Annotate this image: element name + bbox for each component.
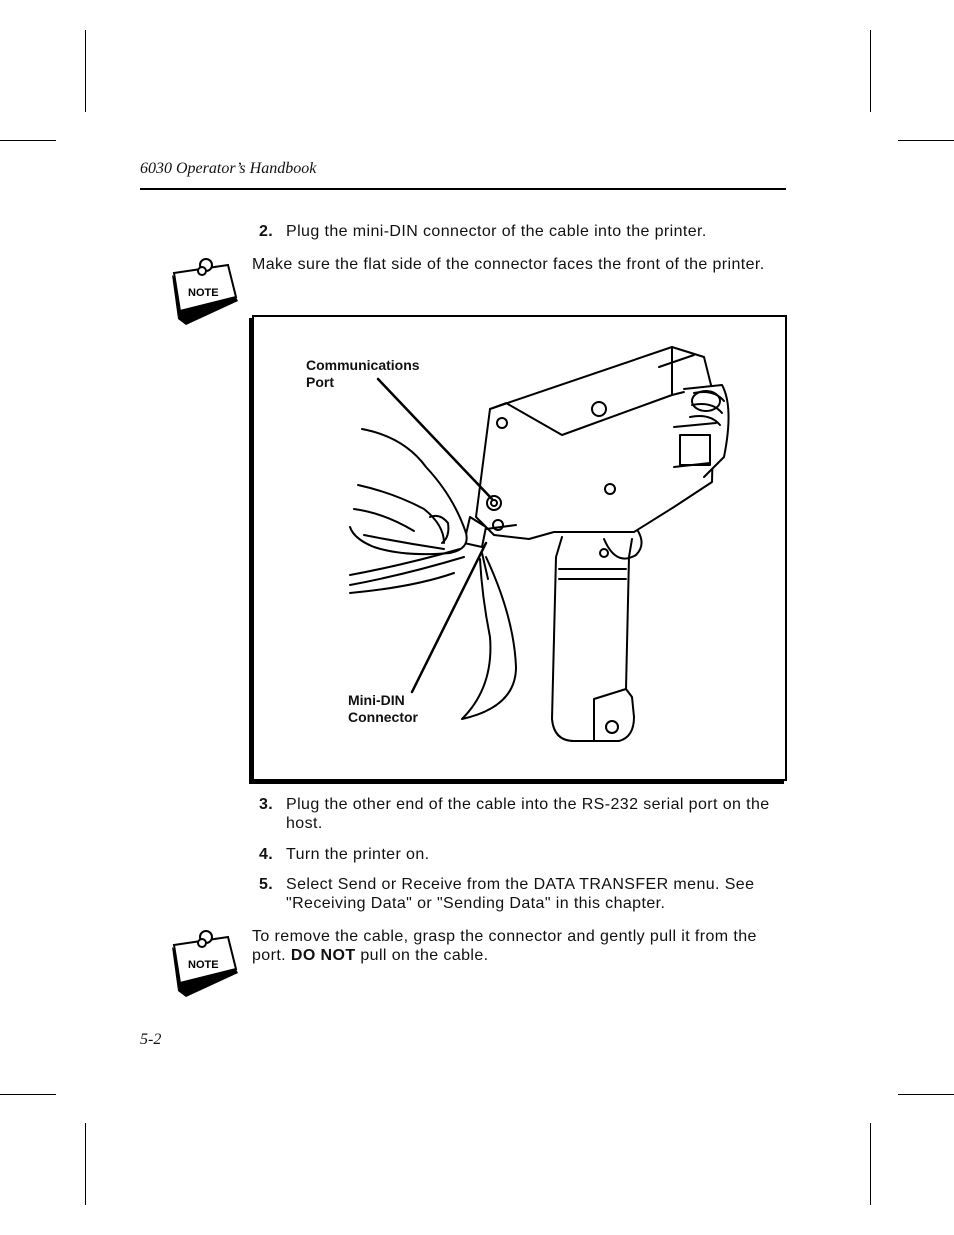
step-text: Plug the other end of the cable into the RS-232 serial port on the host. [286,796,770,832]
crop-mark [85,30,86,112]
note-pushpin-icon [168,927,240,999]
step-number: 2. [259,223,274,240]
callout-communications-port: Communications Port [306,357,420,390]
crop-mark [898,1094,954,1095]
step-number: 3. [259,796,274,813]
step-number: 5. [259,876,274,893]
page-number: 5-2 [140,1031,162,1048]
note-body-end: pull on the cable. [355,947,489,964]
note-icon-label: NOTE [188,287,219,299]
running-head: 6030 Operator’s Handbook [140,160,317,177]
crop-mark [898,140,954,141]
note-emphasis: DO NOT [290,947,356,964]
step-3 [259,795,789,833]
note-icon-label: NOTE [188,959,219,971]
step-text: Select Send or Receive from the DATA TRANSFER menu. See "Receiving Data" or "Sending Data" in this chapter. [286,876,755,912]
step-4 [259,845,789,864]
note-text [252,927,782,965]
step-number: 4. [259,846,274,863]
crop-mark [0,1094,56,1095]
note-pushpin-icon [168,255,240,327]
crop-mark [0,140,56,141]
crop-mark [870,1123,871,1205]
note-text [252,255,782,274]
crop-mark [85,1123,86,1205]
step-text: Turn the printer on. [286,846,430,863]
step-text: Plug the mini-DIN connector of the cable into the printer. [286,223,707,240]
crop-mark [870,30,871,112]
header-rule [140,188,786,190]
note-body: Make sure the flat side of the connector faces the front of the printer. [252,256,765,273]
step-2 [259,222,789,241]
step-5 [259,875,789,913]
note-body: To remove the cable, grasp the connector and gently pull it from the port. [252,928,757,964]
callout-mini-din-connector: Mini-DIN Connector [348,692,418,725]
figure-printer-connection [252,315,787,781]
